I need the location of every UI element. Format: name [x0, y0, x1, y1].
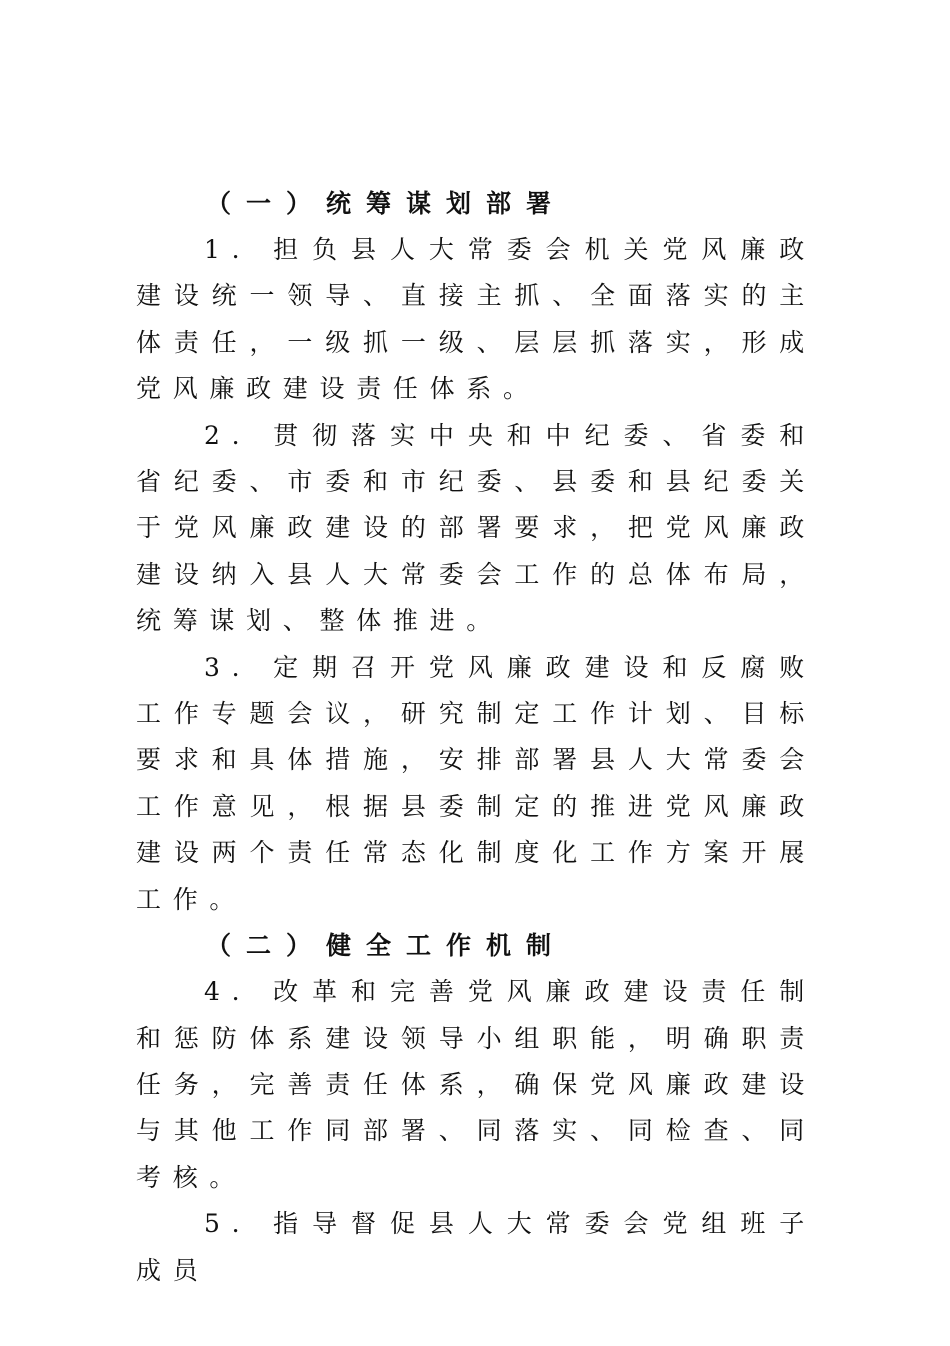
document-body	[136, 181, 816, 1294]
paragraph-item-2: 2. 贯彻落实中央和中纪委、省委和省纪委、市委和市纪委、县委和县纪委关于党风廉政建设的部署要求，把党风廉政建设纳入县人大常委会工作的总体布局，统筹谋划、整体推进。	[136, 420, 816, 636]
paragraph-item-5: 5. 指导督促县人大常委会党组班子成员	[136, 1209, 816, 1285]
section-heading-2: （二）健全工作机制	[206, 931, 567, 961]
paragraph-item-4: 4. 改革和完善党风廉政建设责任制和惩防体系建设领导小组职能，明确职责任务，完善责任体系，确保党风廉政建设与其他工作同部署、同落实、同检查、同考核。	[136, 977, 816, 1192]
section-heading-1: （一）统筹谋划部署	[206, 189, 567, 218]
paragraph-item-1: 1. 担负县人大常委会机关党风廉政建设统一领导、直接主抓、全面落实的主体责任，一级抓一级、层层抓落实，形成党风廉政建设责任体系。	[136, 235, 816, 404]
paragraph-item-3: 3. 定期召开党风廉政建设和反腐败工作专题会议，研究制定工作计划、目标要求和具体措施，安排部署县人大常委会工作意见，根据县委制定的推进党风廉政建设两个责任常态化制度化工作方案开展工作。	[136, 652, 816, 914]
